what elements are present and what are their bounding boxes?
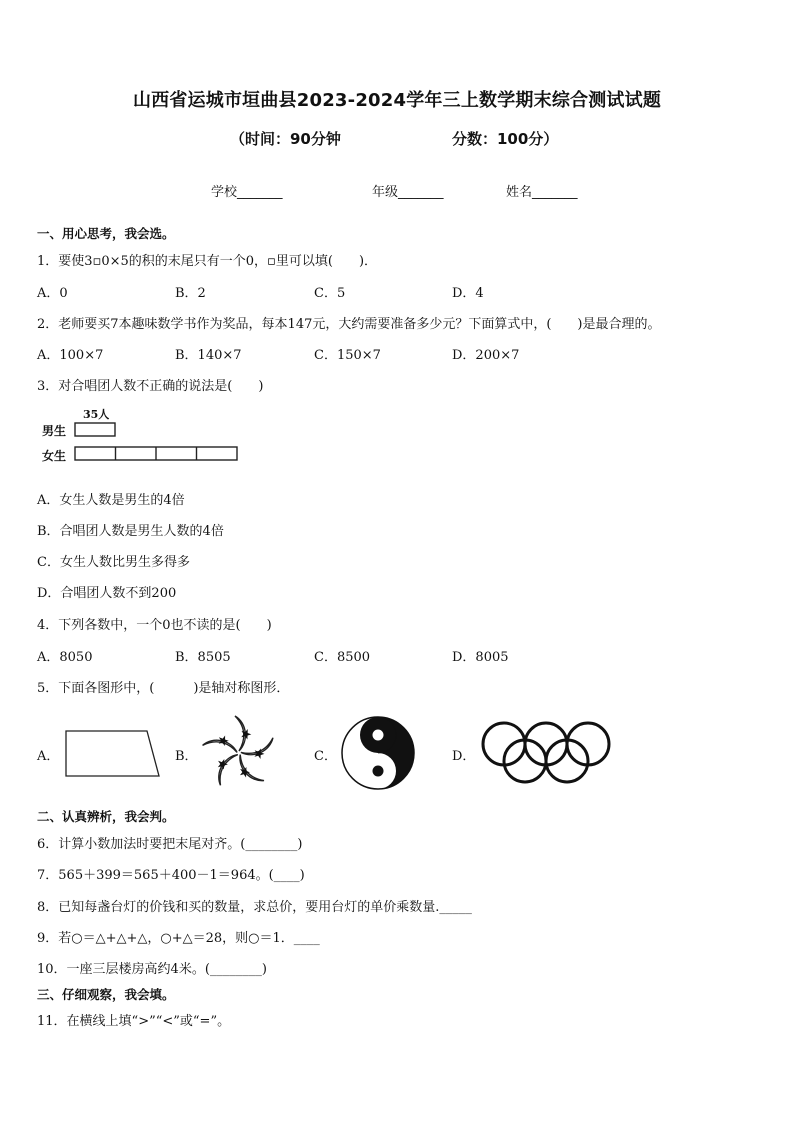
q2-option-b: B．140×7: [175, 348, 242, 363]
q2-option-c: C．150×7: [314, 348, 381, 363]
q3-option-c: C．女生人数比男生多得多: [37, 555, 190, 570]
q4-option-b: B．8505: [175, 650, 231, 665]
q1-option-c: C．5: [314, 286, 346, 301]
q4-option-c: C．8500: [314, 650, 371, 665]
q5-label-b: B．: [175, 749, 198, 764]
question-6: 6．计算小数加法时要把末尾对齐。(________): [37, 837, 303, 852]
q3-girl-label: 女生: [42, 449, 67, 463]
question-2: 2．老师要买7本趣味数学书作为奖品，每本147元，大约需要准备多少元？下面算式中，( )是最合理的。: [37, 317, 661, 332]
q1-option-d: D．4: [452, 286, 484, 301]
q3-boy-bar: [75, 423, 115, 436]
q5-label-a: A．: [37, 749, 60, 764]
exam-score: 分数：100分）: [452, 130, 559, 148]
name-field: 姓名_______: [506, 185, 578, 200]
q3-bar-diagram: [0, 0, 260, 470]
question-8: 8．已知每盏台灯的价钱和买的数量，求总价，要用台灯的单价乘数量._____: [37, 900, 472, 915]
question-1: 1．要使3▫0×5的积的末尾只有一个0，▫里可以填( )．: [37, 254, 378, 269]
bauhinia-flower-figure: [198, 712, 280, 794]
exam-time: （时间：90分钟: [230, 130, 341, 148]
q3-option-d: D．合唱团人数不到200: [37, 586, 177, 601]
question-3: 3．对合唱团人数不正确的说法是( ): [37, 379, 264, 394]
q4-option-d: D．8005: [452, 650, 509, 665]
question-4: 4．下列各数中，一个0也不读的是( ): [37, 618, 272, 633]
school-field: 学校_______: [211, 185, 283, 200]
section-3-title: 三、仔细观察，我会填。: [37, 987, 175, 1002]
question-5: 5．下面各图形中，( )是轴对称图形．: [37, 681, 290, 696]
section-1-title: 一、用心思考，我会选。: [37, 226, 175, 241]
section-2-title: 二、认真辨析，我会判。: [37, 809, 175, 824]
q5-label-c: C．: [314, 749, 337, 764]
olympic-rings-figure: [478, 720, 618, 786]
question-9: 9．若○＝△+△+△，○+△＝28，则○＝1．____: [37, 931, 320, 946]
q1-option-b: B．2: [175, 286, 206, 301]
q4-option-a: A．8050: [37, 650, 93, 665]
q3-option-b: B．合唱团人数是男生人数的4倍: [37, 524, 224, 539]
q1-option-a: A．0: [37, 286, 68, 301]
question-11: 11．在横线上填“>”“<”或“=”。: [37, 1014, 231, 1029]
question-10: 10．一座三层楼房高约4米。(________): [37, 962, 267, 977]
q3-option-a: A．女生人数是男生的4倍: [37, 493, 185, 508]
q2-option-d: D．200×7: [452, 348, 520, 363]
grade-field: 年级_______: [372, 185, 444, 200]
question-7: 7．565＋399＝565＋400－1＝964。(____): [37, 868, 305, 883]
trapezoid-figure: [60, 728, 165, 780]
page-title: 山西省运城市垣曲县2023-2024学年三上数学期末综合测试试题: [132, 90, 662, 111]
yin-yang-figure: [340, 715, 416, 791]
q3-boy-count: 35人: [83, 408, 110, 421]
q2-option-a: A．100×7: [37, 348, 104, 363]
q3-boy-label: 男生: [42, 424, 67, 438]
q5-label-d: D．: [452, 749, 476, 764]
